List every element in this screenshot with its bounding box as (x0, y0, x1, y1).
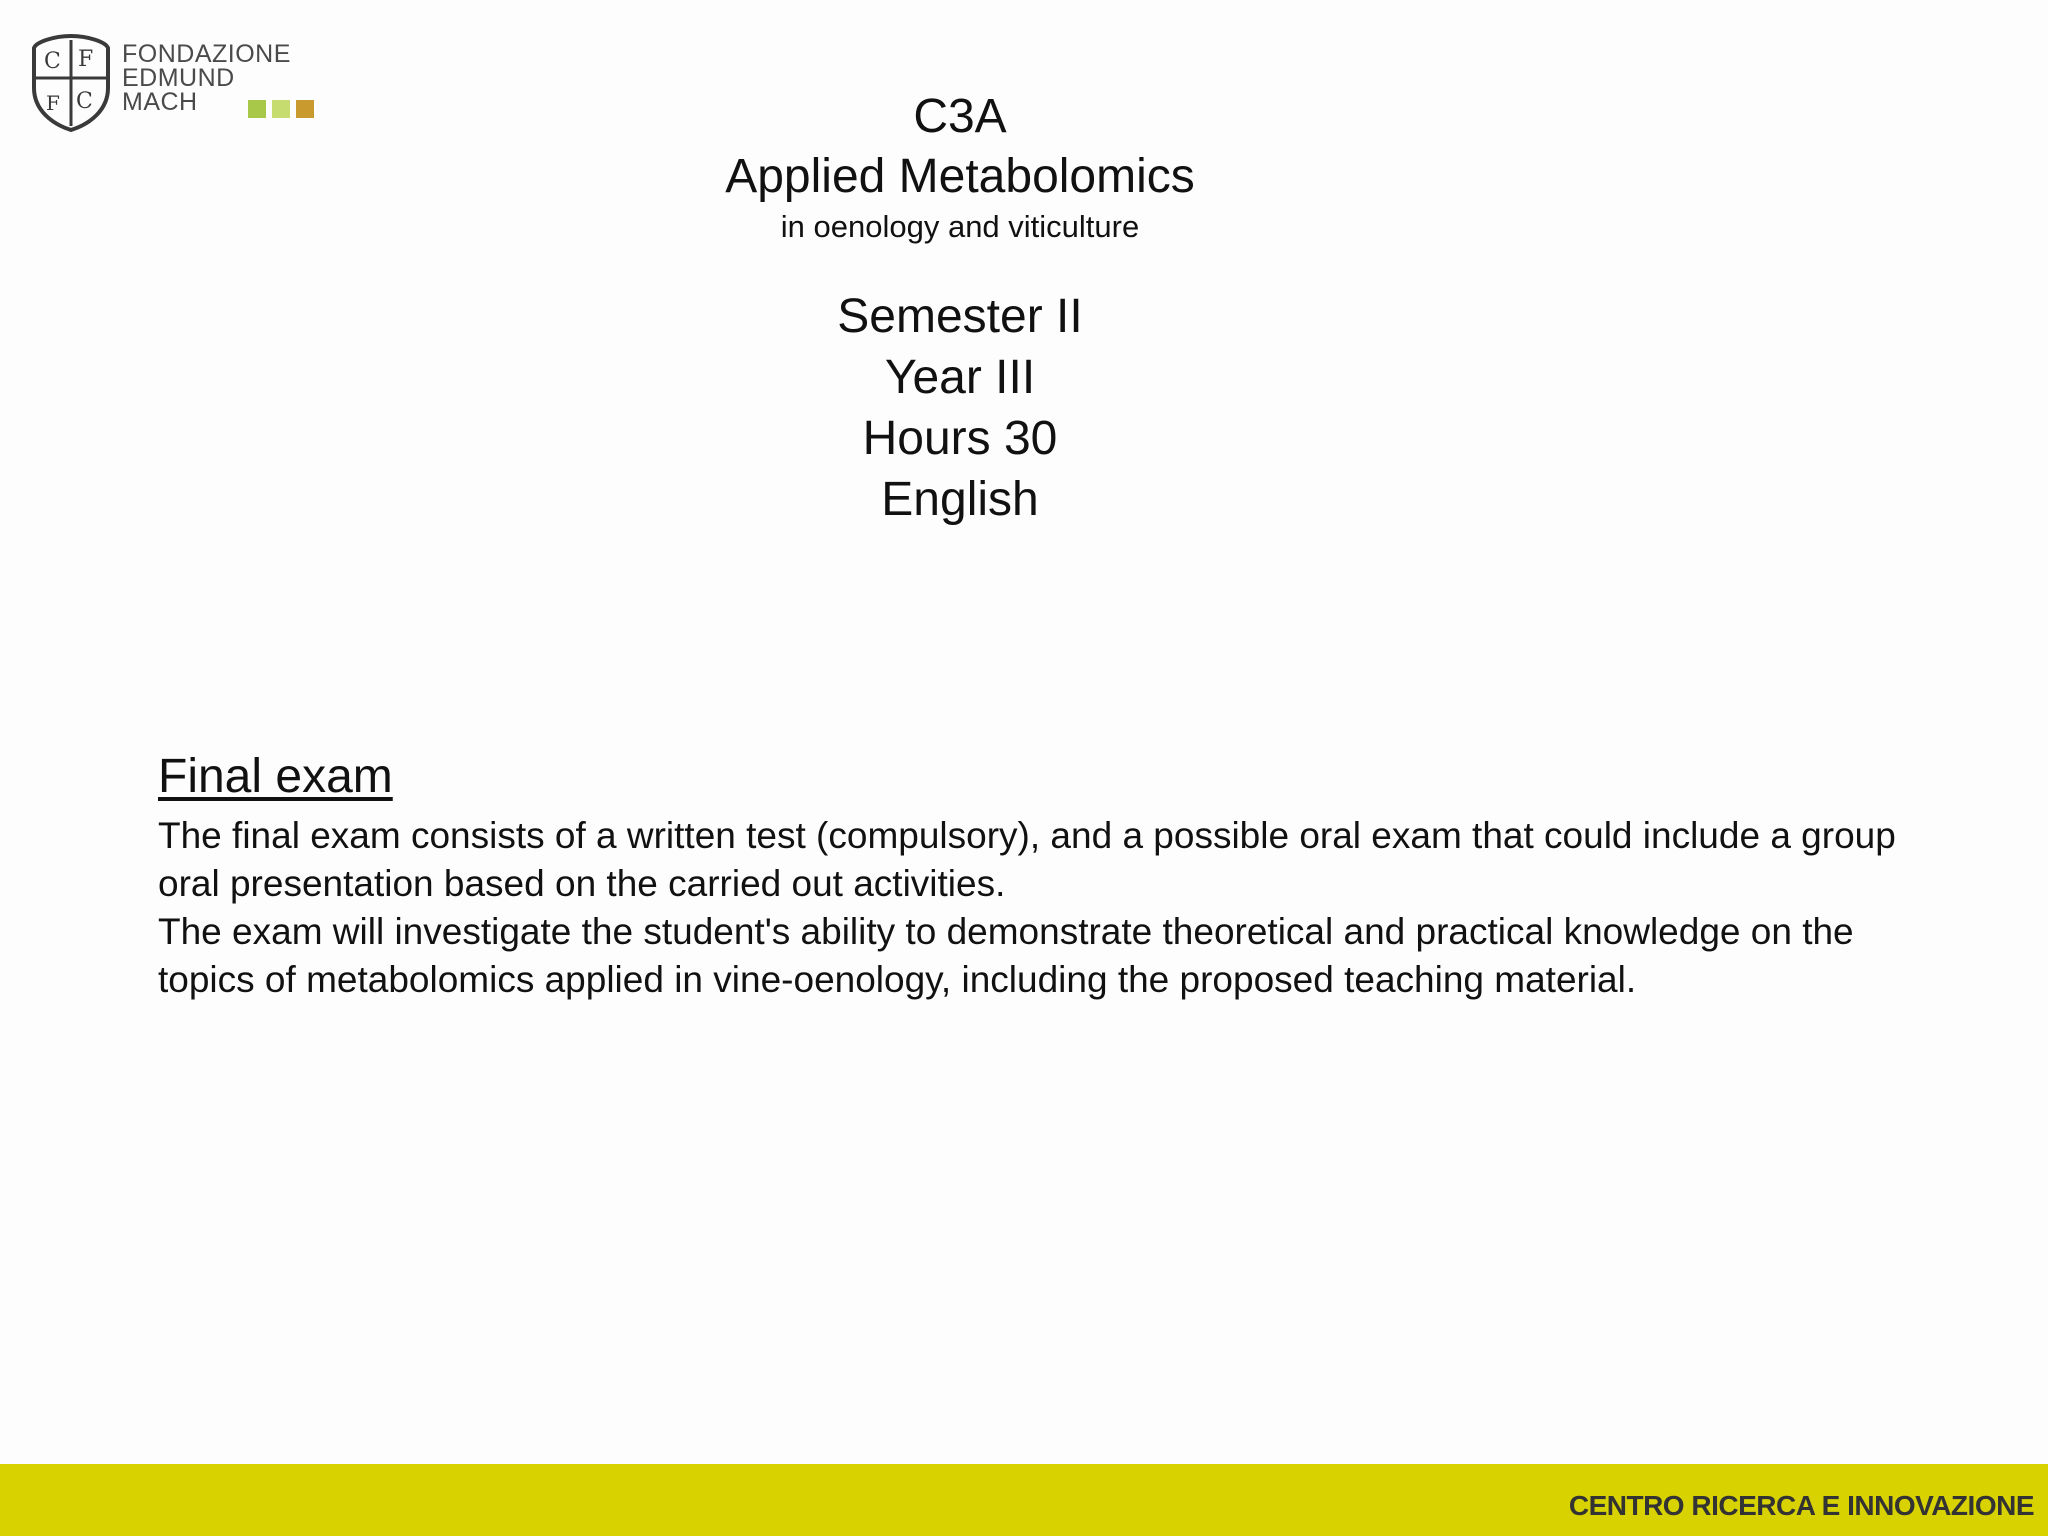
course-code: C3A (913, 90, 1007, 143)
final-exam-paragraph: The exam will investigate the student's ability to demonstrate theoretical and practical knowledge on the topics of metabolomics applied in vine-oenology, including the proposed teaching material. (158, 911, 1854, 1000)
course-subtitle: in oenology and viticulture (780, 209, 1140, 244)
logo-color-squares (248, 100, 320, 120)
course-title: Applied Metabolomics (725, 150, 1195, 203)
course-hours: Hours 30 (862, 412, 1058, 465)
course-header (560, 88, 1360, 530)
final-exam-paragraph: The final exam consists of a written test (compulsory), and a possible oral exam that could include a group oral presentation based on the carried out activities. (158, 815, 1896, 904)
course-language: English (881, 473, 1039, 526)
shield-crest-icon (30, 32, 112, 132)
logo-square-green (248, 100, 266, 118)
svg-text:F: F (78, 47, 94, 72)
fondazione-logo (30, 32, 330, 136)
course-semester: Semester II (837, 290, 1083, 343)
logo-square-pale-green (272, 100, 290, 118)
course-meta (560, 286, 1360, 530)
logo-line: EDMUND (122, 64, 235, 92)
svg-text:C: C (44, 49, 61, 74)
logo-line: MACH (122, 88, 198, 116)
svg-text:F: F (46, 91, 60, 115)
logo-line: FONDAZIONE (122, 40, 291, 68)
final-exam-section (158, 748, 1938, 1004)
footer-bar (0, 1464, 2048, 1536)
logo-square-gold (296, 100, 314, 118)
footer-label: CENTRO RICERCA E INNOVAZIONE (1568, 1490, 2034, 1521)
final-exam-heading: Final exam (158, 750, 393, 803)
svg-text:C: C (76, 89, 93, 114)
course-year: Year III (884, 351, 1036, 404)
